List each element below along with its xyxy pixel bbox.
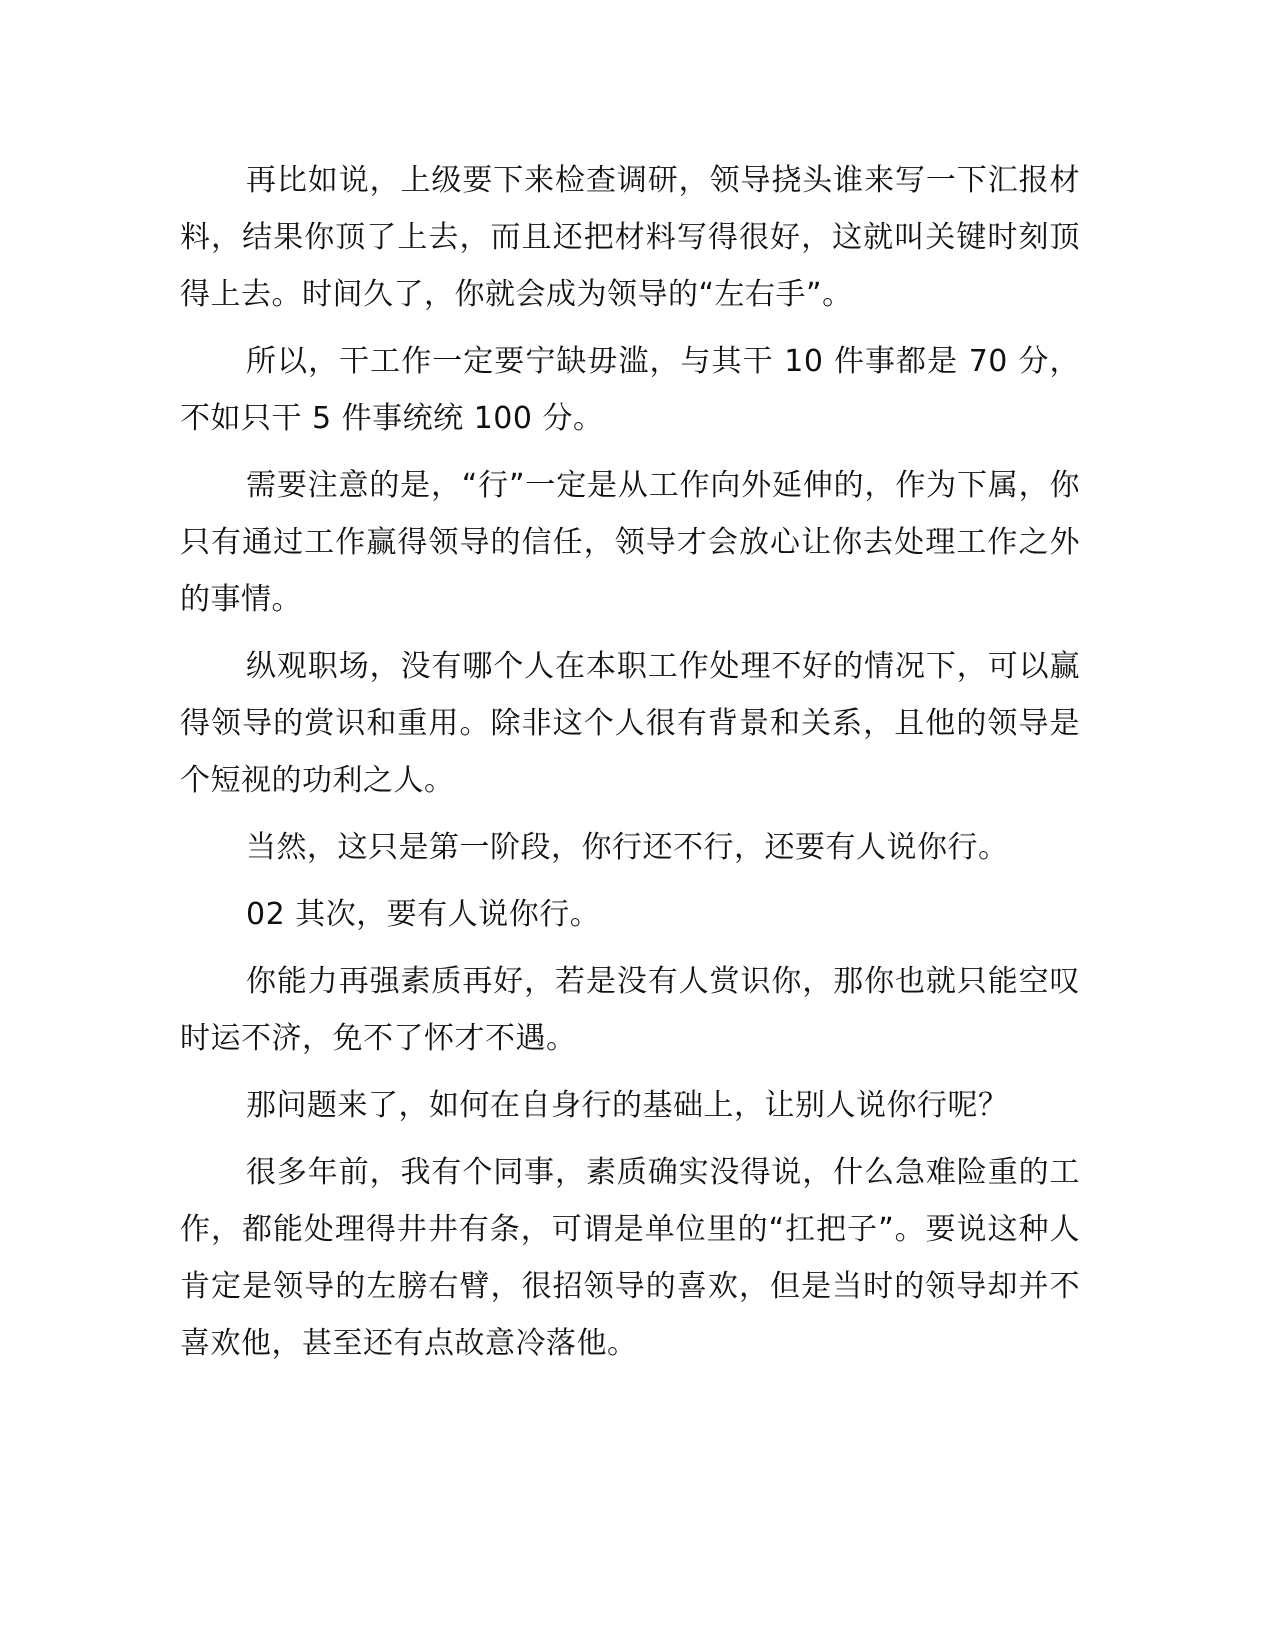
paragraph-4: 纵观职场，没有哪个人在本职工作处理不好的情况下，可以赢得领导的赏识和重用。除非这个人很有背景和关系，且他的领导是个短视的功利之人。 [180,649,1080,798]
paragraph-7: 那问题来了，如何在自身行的基础上，让别人说你行呢？ [246,1088,1009,1123]
paragraph-3: 需要注意的是，“行”一定是从工作向外延伸的，作为下属，你只有通过工作赢得领导的信任，领导才会放心让你去处理工作之外的事情。 [180,468,1080,617]
section-heading-02: 02 其次，要有人说你行。 [246,897,601,932]
paragraph-5: 当然，这只是第一阶段，你行还不行，还要有人说你行。 [246,830,1009,865]
paragraph-2: 所以，干工作一定要宁缺毋滥，与其干 10 件事都是 70 分，不如只干 5 件事统统 100 分。 [180,344,1080,436]
paragraph-1: 再比如说，上级要下来检查调研，领导挠头谁来写一下汇报材料，结果你顶了上去，而且还把材料写得很好，这就叫关键时刻顶得上去。时间久了，你就会成为领导的“左右手”。 [180,163,1080,312]
document-body [180,152,1080,1382]
paragraph-6: 你能力再强素质再好，若是没有人赏识你，那你也就只能空叹时运不济，免不了怀才不遇。 [180,964,1080,1056]
paragraph-8: 很多年前，我有个同事，素质确实没得说，什么急难险重的工作，都能处理得井井有条，可谓是单位里的“扛把子”。要说这种人肯定是领导的左膀右臂，很招领导的喜欢，但是当时的领导却并不喜欢他，甚至还有点故意冷落他。 [180,1155,1080,1361]
